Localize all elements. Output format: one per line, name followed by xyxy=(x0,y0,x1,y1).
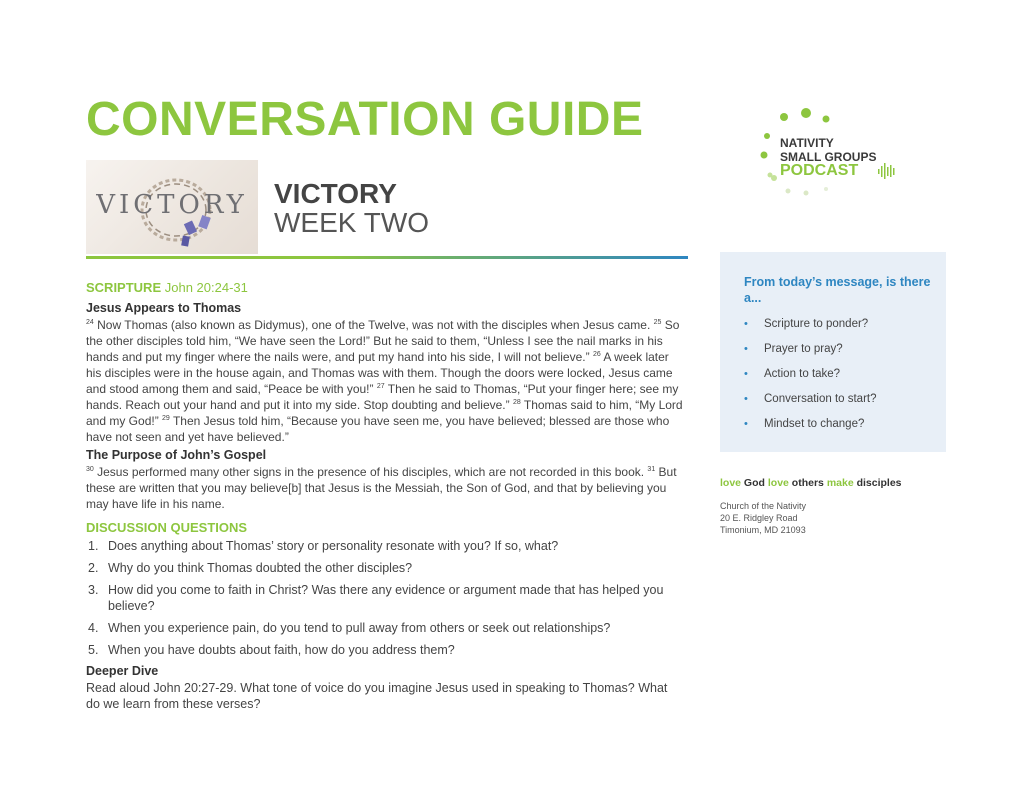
reflection-text: Action to take? xyxy=(764,368,841,380)
question-number: 4. xyxy=(88,621,99,635)
verse-number: 27 xyxy=(376,383,385,390)
podcast-logo xyxy=(760,105,920,200)
question-item xyxy=(86,582,686,614)
question-text: Why do you think Thomas doubted the other disciples? xyxy=(108,561,413,575)
scripture-reference: John 20:24-31 xyxy=(164,280,248,295)
tagline-word: God xyxy=(741,477,768,489)
scripture-heading xyxy=(86,280,248,295)
question-text: When you experience pain, do you tend to pull away from others or seek out relationships? xyxy=(108,621,611,635)
scripture-passage-1 xyxy=(86,317,684,445)
reflection-text: Prayer to pray? xyxy=(764,343,843,355)
reflection-list xyxy=(744,317,877,442)
question-number: 2. xyxy=(88,561,99,575)
discussion-questions xyxy=(86,538,686,664)
address-line: 20 E. Ridgley Road xyxy=(720,513,798,523)
reflection-item xyxy=(744,342,877,367)
question-text: How did you come to faith in Christ? Was there any evidence or argument made that has helped you believe? xyxy=(108,583,664,613)
panel-heading: From today’s message, is there a... xyxy=(744,275,931,305)
address-line: Church of the Nativity xyxy=(720,501,807,511)
verse-number: 29 xyxy=(162,415,170,422)
tagline-word: love xyxy=(720,477,742,489)
question-item xyxy=(86,620,686,636)
verse-text: Thomas said to him, “My Lord and my God!” xyxy=(86,398,683,428)
bullet-icon: • xyxy=(744,418,748,430)
reflection-text: Conversation to start? xyxy=(764,393,877,405)
reflection-item xyxy=(744,392,877,417)
logo-line-small-groups: SMALL GROUPS xyxy=(780,150,877,164)
bullet-icon: • xyxy=(744,318,748,330)
question-item xyxy=(86,538,686,554)
verse-number: 30 xyxy=(86,466,94,473)
section-title-purpose: The Purpose of John’s Gospel xyxy=(86,448,267,462)
sound-wave-icon xyxy=(878,163,898,179)
reflection-text: Mindset to change? xyxy=(764,418,865,430)
verse-number: 24 xyxy=(86,319,94,326)
mission-tagline xyxy=(720,477,902,489)
discussion-heading: DISCUSSION QUESTIONS xyxy=(86,520,248,535)
reflection-item xyxy=(744,367,877,392)
page-title: CONVERSATION GUIDE xyxy=(86,93,644,146)
reflection-panel xyxy=(720,252,946,452)
deeper-dive-text: Read aloud John 20:27-29. What tone of voice do you imagine Jesus used in speaking to Thomas? What do we learn from these verses? xyxy=(86,681,668,711)
question-text: Does anything about Thomas’ story or personality resonate with you? If so, what? xyxy=(108,539,559,553)
section-title-thomas: Jesus Appears to Thomas xyxy=(86,301,242,315)
series-title: VICTORY xyxy=(274,178,397,209)
verse-text: But these are written that you may believe[b] that Jesus is the Messiah, the Son of God, and that by believing you may have life in his name. xyxy=(86,465,677,511)
series-week: WEEK TWO xyxy=(274,207,430,238)
bullet-icon: • xyxy=(744,368,748,380)
tagline-word: love xyxy=(767,477,789,489)
deeper-dive-heading: Deeper Dive xyxy=(86,664,159,678)
verse-text: Jesus performed many other signs in the presence of his disciples, which are not recorded in this book. xyxy=(93,465,648,479)
header-divider xyxy=(86,256,688,259)
bullet-icon: • xyxy=(744,393,748,405)
thumbnail-word: VICTORY xyxy=(96,190,248,220)
verse-text: Then Jesus told him, “Because you have seen me, you have believed; blessed are those who have not seen and yet have believed.” xyxy=(86,414,670,444)
church-address xyxy=(720,500,806,536)
reflection-item xyxy=(744,317,877,342)
question-number: 1. xyxy=(88,539,99,553)
question-number: 5. xyxy=(88,643,99,657)
verse-text: Now Thomas (also known as Didymus), one of the Twelve, was not with the disciples when Jesus came. xyxy=(93,318,654,332)
question-number: 3. xyxy=(88,583,99,597)
question-item xyxy=(86,642,686,658)
verse-number: 31 xyxy=(647,466,656,473)
verse-text: So the other disciples told him, “We have seen the Lord!” But he said to them, “Unless I see the nail marks in his hands and put my finger where the nails were, and put my hand into his side, I will not believe.” xyxy=(86,318,680,364)
verse-number: 28 xyxy=(512,399,521,406)
tagline-word: others xyxy=(788,477,827,489)
question-text: When you have doubts about faith, how do you address them? xyxy=(108,643,455,657)
verse-text: A week later his disciples were in the house again, and Thomas was with them. Though the doors were locked, Jesus came and stood among them and said, “Peace be with you!” xyxy=(86,350,673,396)
series-thumbnail xyxy=(86,160,258,254)
verse-text: Then he said to Thomas, “Put your finger here; see my hands. Reach out your hand and put it into my side. Stop doubting and believe.” xyxy=(86,382,679,412)
question-item xyxy=(86,560,686,576)
logo-line-nativity: NATIVITY xyxy=(780,136,834,150)
reflection-text: Scripture to ponder? xyxy=(764,318,869,330)
scripture-passage-2 xyxy=(86,464,684,512)
reflection-item xyxy=(744,417,877,442)
address-line: Timonium, MD 21093 xyxy=(720,525,806,535)
bullet-icon: • xyxy=(744,343,748,355)
tagline-word: make xyxy=(826,477,854,489)
verse-number: 26 xyxy=(592,351,601,358)
verse-number: 25 xyxy=(653,319,662,326)
scripture-label: SCRIPTURE xyxy=(86,280,162,295)
logo-line-podcast: PODCAST xyxy=(780,162,859,179)
tagline-word: disciples xyxy=(853,477,902,489)
